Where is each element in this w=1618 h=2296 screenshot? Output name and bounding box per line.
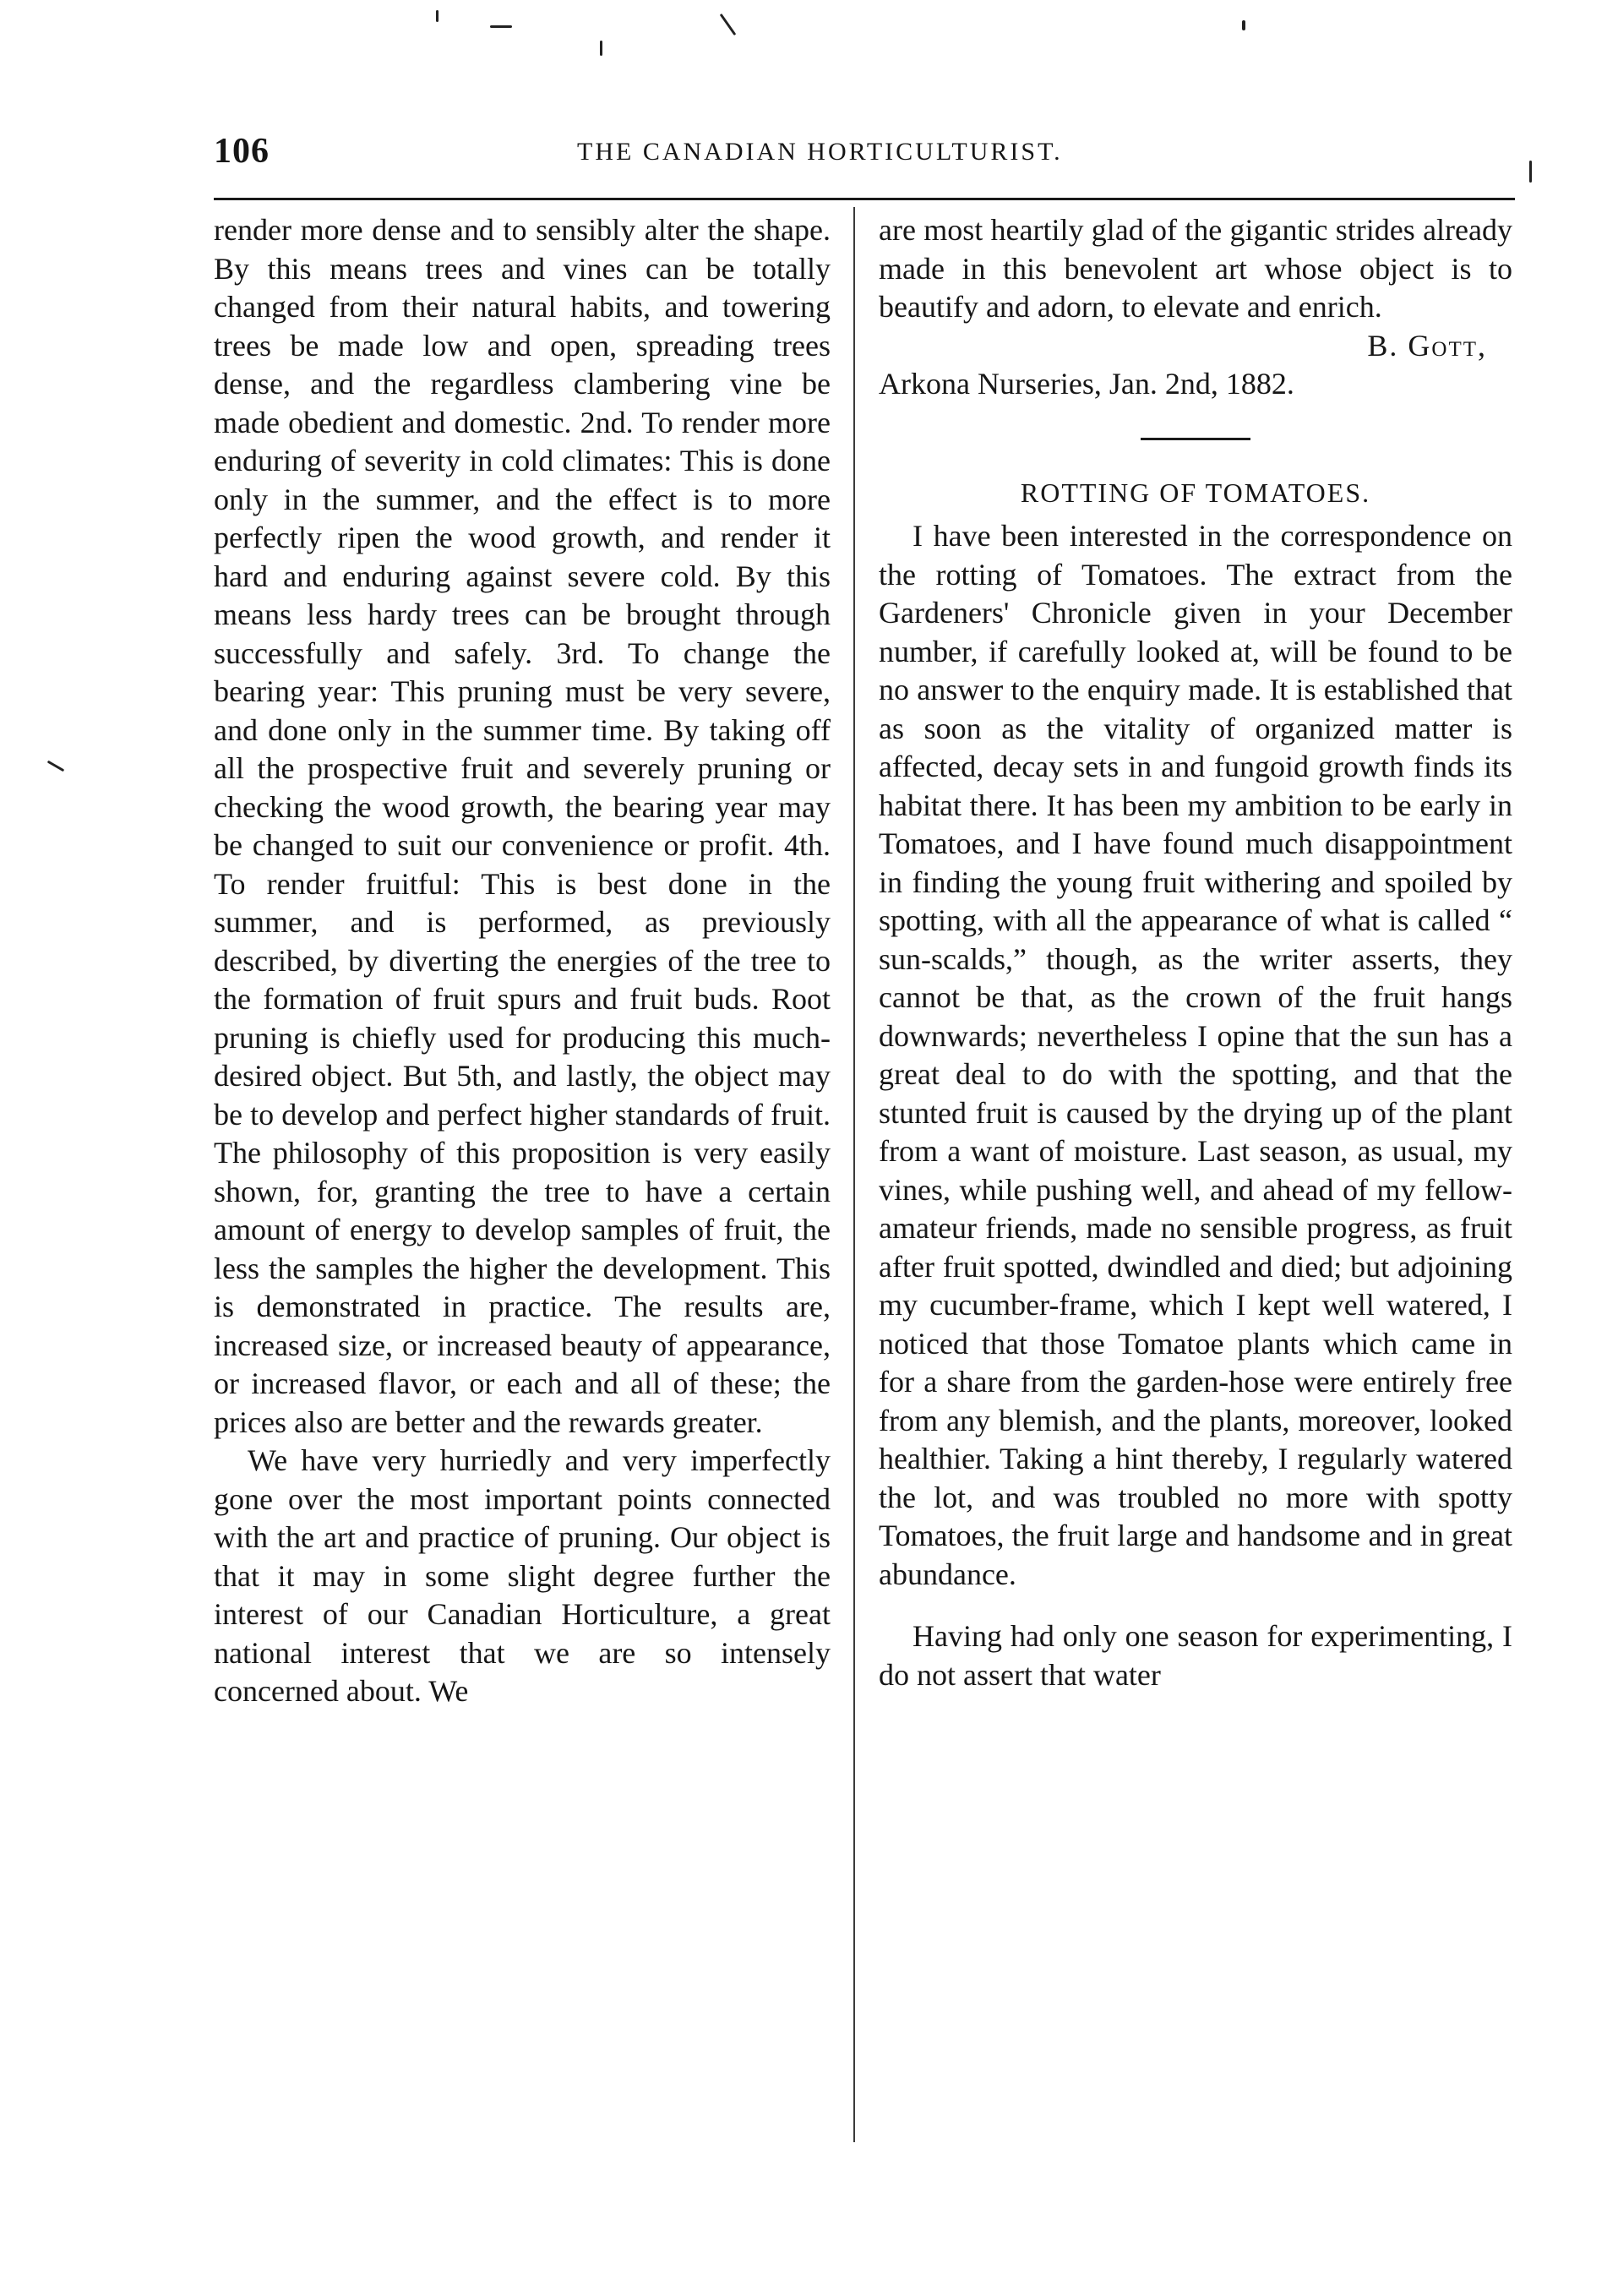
section-rule	[1141, 438, 1250, 440]
scan-mark	[436, 10, 439, 22]
page-header	[214, 131, 1515, 182]
scan-mark	[600, 41, 602, 56]
right-column	[879, 211, 1512, 1694]
scan-mark	[490, 25, 512, 28]
dateline: Arkona Nurseries, Jan. 2nd, 1882.	[879, 367, 1294, 401]
scan-mark	[720, 14, 737, 35]
paragraph-spacer	[879, 1594, 1512, 1617]
left-paragraph-2: We have very hurriedly and very imperfectly gone over the most important points connected with the art and practice of pruning. Our object is that it may in some slight degree further the interest of our Canadian Horticulture, a great national interest that we are so intensely concerned about. We	[214, 1443, 831, 1708]
scan-mark	[1529, 161, 1532, 183]
right-paragraph-1: are most heartily glad of the gigantic strides already made in this benevolent art whose object is to beautify and adorn, to elevate and enrich.	[879, 213, 1512, 324]
header-rule	[214, 198, 1515, 200]
page-number: 106	[214, 132, 270, 171]
left-paragraph-1: render more dense and to sensibly alter the shape. By this means trees and vines can be totally changed from their natural habits, and towering trees be made low and open, spreading trees dense, and the regardless clambering vine be made obedient and domestic. 2nd. To render more enduring of severity in cold climates: This is done only in the summer, and the effect is to more perfectly ripen the wood growth, and render it hard and enduring against severe cold. By this means less hardy trees can be brought through successfully and safely. 3rd. To change the bearing year: This pruning must be very severe, and done only in the summer time. By taking off all the prospective fruit and severely pruning or checking the wood growth, the bearing year may be changed to suit our convenience or profit. 4th. To render fruitful: This is best done in the summer, and is performed, as previously described, by diverting the energies of the tree to the formation of fruit spurs and fruit buds. Root pruning is chiefly used for producing this much-desired object. But 5th, and lastly, the object may be to develop and perfect higher standards of fruit. The philosophy of this proposition is very easily shown, for, granting the tree to have a certain amount of energy to develop samples of fruit, the less the samples the higher the development. This is demonstrated in practice. The results are, increased size, or increased beauty of appearance, or increased flavor, or each and all of these; the prices also are better and the rewards greater.	[214, 213, 831, 1439]
scan-mark	[47, 761, 65, 772]
section-title: ROTTING OF TOMATOES.	[1020, 477, 1371, 508]
right-paragraph-2: I have been interested in the correspondence on the rotting of Tomatoes. The extract from the Gardeners' Chronicle given in your December number, if carefully looked at, will be found to be no answer to the enquiry made. It is established that as soon as the vitality of organized matter is affected, decay sets in and fungoid growth finds its habitat there. It has been my ambition to be early in Tomatoes, and I have found much disappointment in finding the young fruit withering and spoiled by spotting, with all the appearance of what is called “ sun-scalds,” though, as the writer asserts, they cannot be that, as the crown of the fruit hangs downwards; nevertheless I opine that the sun has a great deal to do with the spotting, and that the stunted fruit is caused by the drying up of the plant from a want of moisture. Last season, as usual, my vines, while pushing well, and ahead of my fellow-amateur friends, made no sensible progress, as fruit after fruit spotted, dwindled and died; but adjoining my cucumber-frame, which I kept well watered, I noticed that those Tomatoe plants which came in for a share from the garden-hose were entirely free from any blemish, and the plants, moreover, looked healthier. Taking a hint thereby, I regularly watered the lot, and was troubled no more with spotty Tomatoes, the fruit large and handsome and in great abundance.	[879, 519, 1512, 1591]
right-paragraph-3: Having had only one season for experimenting, I do not assert that water	[879, 1619, 1512, 1692]
scan-mark	[1242, 20, 1245, 30]
running-title: THE CANADIAN HORTICULTURIST.	[577, 138, 1063, 166]
left-column	[214, 211, 831, 1711]
author-signature: B. Gott,	[1367, 328, 1487, 363]
column-divider	[853, 207, 855, 2142]
